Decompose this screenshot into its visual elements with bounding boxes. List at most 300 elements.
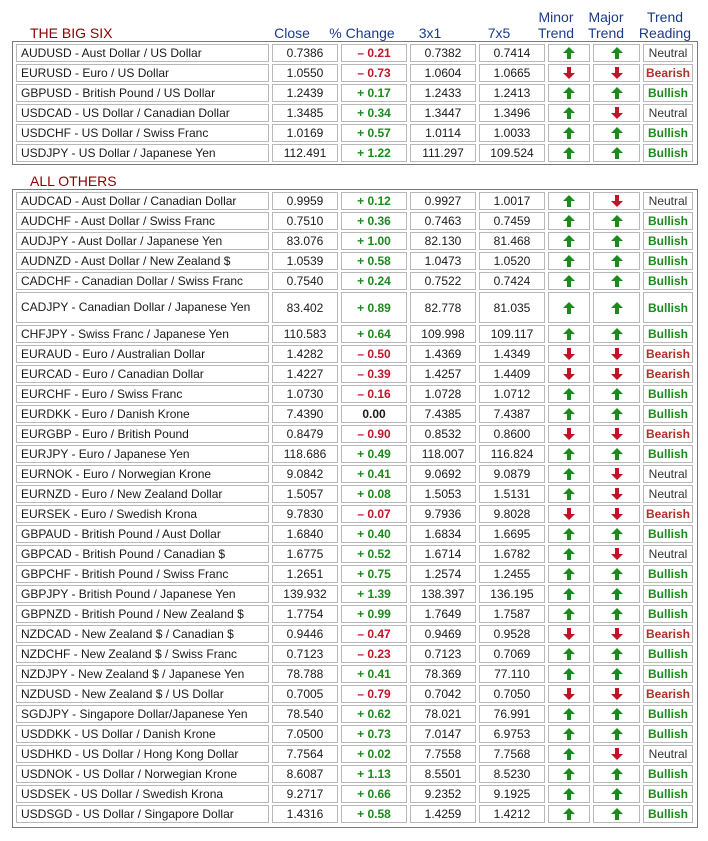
major-trend-down-arrow-icon [593, 425, 640, 443]
trend-reading: Neutral [643, 545, 693, 563]
major-trend-up-arrow-icon [593, 44, 640, 62]
table-row [13, 83, 697, 103]
value-3x1: 0.9927 [410, 192, 476, 210]
percent-change: + 0.99 [341, 605, 407, 623]
major-trend-down-arrow-icon [593, 545, 640, 563]
value-3x1: 82.130 [410, 232, 476, 250]
value-7x5: 0.7424 [479, 272, 545, 290]
table-row [13, 724, 697, 744]
percent-change: + 0.49 [341, 445, 407, 463]
major-trend-down-arrow-icon [593, 685, 640, 703]
trend-reading: Bullish [643, 325, 693, 343]
table-row [13, 344, 697, 364]
table-row [13, 404, 697, 424]
pair-name: CADJPY - Canadian Dollar / Japanese Yen [16, 292, 269, 323]
percent-change: + 0.52 [341, 545, 407, 563]
pair-name: GBPCHF - British Pound / Swiss Franc [16, 565, 269, 583]
pair-name: USDHKD - US Dollar / Hong Kong Dollar [16, 745, 269, 763]
value-3x1: 78.021 [410, 705, 476, 723]
minor-trend-up-arrow-icon [548, 445, 590, 463]
table-row [13, 664, 697, 684]
table-row [13, 251, 697, 271]
close-value: 1.2651 [272, 565, 338, 583]
minor-trend-up-arrow-icon [548, 405, 590, 423]
major-trend-down-arrow-icon [593, 465, 640, 483]
percent-change: + 1.39 [341, 585, 407, 603]
trend-reading: Bearish [643, 425, 693, 443]
table-row [13, 103, 697, 123]
trend-reading: Neutral [643, 192, 693, 210]
pair-name: GBPCAD - British Pound / Canadian $ [16, 545, 269, 563]
minor-trend-up-arrow-icon [548, 192, 590, 210]
value-3x1: 111.297 [410, 144, 476, 162]
value-3x1: 1.2574 [410, 565, 476, 583]
value-3x1: 1.2433 [410, 84, 476, 102]
value-3x1: 1.4259 [410, 805, 476, 823]
close-value: 1.0550 [272, 64, 338, 82]
pair-name: AUDCHF - Aust Dollar / Swiss Franc [16, 212, 269, 230]
trend-reading: Bullish [643, 565, 693, 583]
major-trend-up-arrow-icon [593, 525, 640, 543]
pair-name: CADCHF - Canadian Dollar / Swiss Franc [16, 272, 269, 290]
minor-trend-up-arrow-icon [548, 325, 590, 343]
trend-reading: Bullish [643, 605, 693, 623]
value-3x1: 7.4385 [410, 405, 476, 423]
pair-name: EURDKK - Euro / Danish Krone [16, 405, 269, 423]
close-value: 1.6775 [272, 545, 338, 563]
minor-trend-up-arrow-icon [548, 84, 590, 102]
header-change: % Change [329, 25, 395, 41]
percent-change: + 0.34 [341, 104, 407, 122]
pair-name: USDCAD - US Dollar / Canadian Dollar [16, 104, 269, 122]
trend-reading: Neutral [643, 745, 693, 763]
minor-trend-down-arrow-icon [548, 625, 590, 643]
value-7x5: 1.2455 [479, 565, 545, 583]
table-row [13, 764, 697, 784]
close-value: 0.7005 [272, 685, 338, 703]
percent-change: – 0.23 [341, 645, 407, 663]
value-7x5: 0.8600 [479, 425, 545, 443]
trend-reading: Bullish [643, 665, 693, 683]
trend-reading: Bullish [643, 805, 693, 823]
value-3x1: 118.007 [410, 445, 476, 463]
value-7x5: 0.7459 [479, 212, 545, 230]
major-trend-up-arrow-icon [593, 292, 640, 323]
table-row [13, 211, 697, 231]
table-row [13, 604, 697, 624]
value-7x5: 8.5230 [479, 765, 545, 783]
trend-reading: Neutral [643, 44, 693, 62]
major-trend-up-arrow-icon [593, 725, 640, 743]
percent-change: – 0.21 [341, 44, 407, 62]
trend-reading: Bullish [643, 144, 693, 162]
table-row [13, 524, 697, 544]
value-7x5: 1.0712 [479, 385, 545, 403]
percent-change: – 0.79 [341, 685, 407, 703]
trend-reading: Bullish [643, 252, 693, 270]
minor-trend-up-arrow-icon [548, 292, 590, 323]
header-7x5: 7x5 [487, 25, 511, 41]
minor-trend-up-arrow-icon [548, 665, 590, 683]
value-7x5: 77.110 [479, 665, 545, 683]
trend-reading: Bullish [643, 84, 693, 102]
trend-reading: Bullish [643, 785, 693, 803]
close-value: 0.9446 [272, 625, 338, 643]
pair-name: EURJPY - Euro / Japanese Yen [16, 445, 269, 463]
close-value: 78.540 [272, 705, 338, 723]
pair-name: AUDNZD - Aust Dollar / New Zealand $ [16, 252, 269, 270]
close-value: 9.0842 [272, 465, 338, 483]
close-value: 1.4227 [272, 365, 338, 383]
value-7x5: 1.0520 [479, 252, 545, 270]
close-value: 1.0730 [272, 385, 338, 403]
pair-name: NZDUSD - New Zealand $ / US Dollar [16, 685, 269, 703]
value-7x5: 81.468 [479, 232, 545, 250]
table-row [13, 504, 697, 524]
header-minor-trend: Minor Trend [537, 9, 575, 41]
value-7x5: 6.9753 [479, 725, 545, 743]
major-trend-up-arrow-icon [593, 252, 640, 270]
minor-trend-up-arrow-icon [548, 805, 590, 823]
major-trend-up-arrow-icon [593, 232, 640, 250]
minor-trend-up-arrow-icon [548, 645, 590, 663]
table-row [13, 123, 697, 143]
value-3x1: 9.0692 [410, 465, 476, 483]
close-value: 83.076 [272, 232, 338, 250]
percent-change: – 0.07 [341, 505, 407, 523]
pair-name: EURUSD - Euro / US Dollar [16, 64, 269, 82]
pair-name: USDNOK - US Dollar / Norwegian Krone [16, 765, 269, 783]
pair-name: NZDJPY - New Zealand $ / Japanese Yen [16, 665, 269, 683]
minor-trend-up-arrow-icon [548, 605, 590, 623]
trend-reading: Neutral [643, 465, 693, 483]
trend-reading: Bullish [643, 272, 693, 290]
close-value: 1.2439 [272, 84, 338, 102]
value-7x5: 7.4387 [479, 405, 545, 423]
value-3x1: 7.7558 [410, 745, 476, 763]
pair-name: AUDUSD - Aust Dollar / US Dollar [16, 44, 269, 62]
percent-change: + 0.12 [341, 192, 407, 210]
value-3x1: 1.5053 [410, 485, 476, 503]
percent-change: + 0.89 [341, 292, 407, 323]
percent-change: + 0.02 [341, 745, 407, 763]
header-3x1: 3x1 [418, 25, 442, 41]
percent-change: – 0.39 [341, 365, 407, 383]
major-trend-up-arrow-icon [593, 645, 640, 663]
major-trend-down-arrow-icon [593, 745, 640, 763]
header-major-trend: Major Trend [587, 9, 625, 41]
table-row [13, 464, 697, 484]
pair-name: GBPNZD - British Pound / New Zealand $ [16, 605, 269, 623]
value-7x5: 0.7050 [479, 685, 545, 703]
major-trend-down-arrow-icon [593, 64, 640, 82]
close-value: 0.9959 [272, 192, 338, 210]
value-7x5: 1.6695 [479, 525, 545, 543]
value-3x1: 0.9469 [410, 625, 476, 643]
minor-trend-up-arrow-icon [548, 385, 590, 403]
close-value: 0.7123 [272, 645, 338, 663]
table-row [13, 143, 697, 163]
value-3x1: 0.7463 [410, 212, 476, 230]
value-7x5: 0.7414 [479, 44, 545, 62]
major-trend-down-arrow-icon [593, 365, 640, 383]
table-row [13, 43, 697, 63]
table-row [13, 804, 697, 824]
major-trend-up-arrow-icon [593, 405, 640, 423]
trend-reading: Bullish [643, 765, 693, 783]
percent-change: + 0.36 [341, 212, 407, 230]
percent-change: + 0.24 [341, 272, 407, 290]
percent-change: – 0.90 [341, 425, 407, 443]
minor-trend-up-arrow-icon [548, 144, 590, 162]
major-trend-down-arrow-icon [593, 192, 640, 210]
pair-name: GBPAUD - British Pound / Aust Dollar [16, 525, 269, 543]
close-value: 0.7540 [272, 272, 338, 290]
close-value: 0.8479 [272, 425, 338, 443]
close-value: 112.491 [272, 144, 338, 162]
pair-name: CHFJPY - Swiss Franc / Japanese Yen [16, 325, 269, 343]
percent-change: – 0.16 [341, 385, 407, 403]
value-7x5: 1.2413 [479, 84, 545, 102]
value-3x1: 1.0114 [410, 124, 476, 142]
major-trend-up-arrow-icon [593, 605, 640, 623]
value-3x1: 1.0473 [410, 252, 476, 270]
close-value: 0.7386 [272, 44, 338, 62]
pair-name: AUDJPY - Aust Dollar / Japanese Yen [16, 232, 269, 250]
value-3x1: 7.0147 [410, 725, 476, 743]
value-3x1: 1.7649 [410, 605, 476, 623]
table-row [13, 63, 697, 83]
major-trend-up-arrow-icon [593, 805, 640, 823]
pair-name: USDJPY - US Dollar / Japanese Yen [16, 144, 269, 162]
table-row [13, 744, 697, 764]
trend-reading: Bullish [643, 405, 693, 423]
value-3x1: 8.5501 [410, 765, 476, 783]
major-trend-up-arrow-icon [593, 565, 640, 583]
value-7x5: 7.7568 [479, 745, 545, 763]
close-value: 8.6087 [272, 765, 338, 783]
percent-change: – 0.50 [341, 345, 407, 363]
percent-change: – 0.73 [341, 64, 407, 82]
minor-trend-down-arrow-icon [548, 345, 590, 363]
percent-change: + 0.58 [341, 252, 407, 270]
value-7x5: 109.524 [479, 144, 545, 162]
major-trend-down-arrow-icon [593, 505, 640, 523]
pair-name: NZDCHF - New Zealand $ / Swiss Franc [16, 645, 269, 663]
percent-change: + 0.75 [341, 565, 407, 583]
value-3x1: 1.6834 [410, 525, 476, 543]
value-7x5: 1.4212 [479, 805, 545, 823]
percent-change: + 1.13 [341, 765, 407, 783]
pair-name: EURAUD - Euro / Australian Dollar [16, 345, 269, 363]
minor-trend-up-arrow-icon [548, 124, 590, 142]
value-7x5: 1.3496 [479, 104, 545, 122]
minor-trend-down-arrow-icon [548, 64, 590, 82]
minor-trend-up-arrow-icon [548, 465, 590, 483]
value-7x5: 76.991 [479, 705, 545, 723]
trend-reading: Neutral [643, 104, 693, 122]
percent-change: + 0.41 [341, 665, 407, 683]
pair-name: EURGBP - Euro / British Pound [16, 425, 269, 443]
pair-name: GBPJPY - British Pound / Japanese Yen [16, 585, 269, 603]
percent-change: + 0.58 [341, 805, 407, 823]
all-others-table [12, 189, 698, 828]
close-value: 1.7754 [272, 605, 338, 623]
table-row [13, 704, 697, 724]
major-trend-up-arrow-icon [593, 385, 640, 403]
pair-name: NZDCAD - New Zealand $ / Canadian $ [16, 625, 269, 643]
value-3x1: 78.369 [410, 665, 476, 683]
table-row [13, 191, 697, 211]
close-value: 1.3485 [272, 104, 338, 122]
minor-trend-down-arrow-icon [548, 685, 590, 703]
table-row [13, 384, 697, 404]
value-7x5: 1.7587 [479, 605, 545, 623]
value-3x1: 0.7382 [410, 44, 476, 62]
pair-name: EURCHF - Euro / Swiss Franc [16, 385, 269, 403]
table-row [13, 564, 697, 584]
value-7x5: 1.4349 [479, 345, 545, 363]
table-row [13, 684, 697, 704]
value-7x5: 136.195 [479, 585, 545, 603]
trend-reading: Bearish [643, 365, 693, 383]
trend-reading: Bearish [643, 345, 693, 363]
table-row [13, 624, 697, 644]
value-7x5: 1.0665 [479, 64, 545, 82]
value-3x1: 0.7522 [410, 272, 476, 290]
minor-trend-up-arrow-icon [548, 745, 590, 763]
trend-reading: Bearish [643, 625, 693, 643]
value-7x5: 81.035 [479, 292, 545, 323]
value-3x1: 0.7123 [410, 645, 476, 663]
value-3x1: 0.8532 [410, 425, 476, 443]
close-value: 7.4390 [272, 405, 338, 423]
percent-change: + 0.57 [341, 124, 407, 142]
pair-name: EURCAD - Euro / Canadian Dollar [16, 365, 269, 383]
close-value: 139.932 [272, 585, 338, 603]
percent-change: + 1.22 [341, 144, 407, 162]
value-3x1: 138.397 [410, 585, 476, 603]
value-3x1: 109.998 [410, 325, 476, 343]
trend-reading: Bullish [643, 232, 693, 250]
close-value: 0.7510 [272, 212, 338, 230]
minor-trend-up-arrow-icon [548, 525, 590, 543]
value-7x5: 109.117 [479, 325, 545, 343]
table-row [13, 584, 697, 604]
close-value: 78.788 [272, 665, 338, 683]
close-value: 7.0500 [272, 725, 338, 743]
trend-reading: Bullish [643, 645, 693, 663]
value-3x1: 9.7936 [410, 505, 476, 523]
percent-change: + 1.00 [341, 232, 407, 250]
major-trend-up-arrow-icon [593, 144, 640, 162]
minor-trend-up-arrow-icon [548, 44, 590, 62]
percent-change: + 0.64 [341, 325, 407, 343]
table-row [13, 364, 697, 384]
minor-trend-up-arrow-icon [548, 705, 590, 723]
major-trend-up-arrow-icon [593, 665, 640, 683]
value-7x5: 0.7069 [479, 645, 545, 663]
minor-trend-up-arrow-icon [548, 232, 590, 250]
trend-reading: Bearish [643, 505, 693, 523]
trend-reading: Bullish [643, 124, 693, 142]
pair-name: EURSEK - Euro / Swedish Krona [16, 505, 269, 523]
minor-trend-down-arrow-icon [548, 365, 590, 383]
value-7x5: 116.824 [479, 445, 545, 463]
major-trend-up-arrow-icon [593, 212, 640, 230]
trend-reading: Bullish [643, 705, 693, 723]
value-7x5: 9.8028 [479, 505, 545, 523]
value-3x1: 1.4257 [410, 365, 476, 383]
trend-reading: Neutral [643, 485, 693, 503]
major-trend-up-arrow-icon [593, 272, 640, 290]
minor-trend-up-arrow-icon [548, 545, 590, 563]
minor-trend-up-arrow-icon [548, 585, 590, 603]
minor-trend-up-arrow-icon [548, 565, 590, 583]
header-close: Close [274, 25, 310, 41]
trend-reading: Bearish [643, 685, 693, 703]
table-row [13, 784, 697, 804]
minor-trend-down-arrow-icon [548, 505, 590, 523]
pair-name: USDCHF - US Dollar / Swiss Franc [16, 124, 269, 142]
value-7x5: 1.4409 [479, 365, 545, 383]
table-row [13, 324, 697, 344]
close-value: 1.4282 [272, 345, 338, 363]
value-7x5: 1.0033 [479, 124, 545, 142]
percent-change: + 0.08 [341, 485, 407, 503]
table-row [13, 544, 697, 564]
value-7x5: 1.6782 [479, 545, 545, 563]
value-7x5: 9.1925 [479, 785, 545, 803]
percent-change: + 0.62 [341, 705, 407, 723]
pair-name: EURNZD - Euro / New Zealand Dollar [16, 485, 269, 503]
percent-change: + 0.17 [341, 84, 407, 102]
table-row [13, 424, 697, 444]
value-7x5: 1.0017 [479, 192, 545, 210]
trend-reading: Bullish [643, 212, 693, 230]
minor-trend-up-arrow-icon [548, 212, 590, 230]
minor-trend-up-arrow-icon [548, 765, 590, 783]
major-trend-up-arrow-icon [593, 585, 640, 603]
percent-change: + 0.66 [341, 785, 407, 803]
value-3x1: 1.0728 [410, 385, 476, 403]
table-row [13, 231, 697, 251]
close-value: 1.4316 [272, 805, 338, 823]
pair-name: EURNOK - Euro / Norwegian Krone [16, 465, 269, 483]
pair-name: USDSGD - US Dollar / Singapore Dollar [16, 805, 269, 823]
close-value: 1.0169 [272, 124, 338, 142]
major-trend-down-arrow-icon [593, 345, 640, 363]
close-value: 118.686 [272, 445, 338, 463]
minor-trend-up-arrow-icon [548, 252, 590, 270]
header-trend-reading: Trend Reading [638, 9, 692, 41]
table-row [13, 644, 697, 664]
percent-change: + 0.73 [341, 725, 407, 743]
percent-change: – 0.47 [341, 625, 407, 643]
trend-reading: Bullish [643, 525, 693, 543]
trend-reading: Bullish [643, 585, 693, 603]
close-value: 7.7564 [272, 745, 338, 763]
value-3x1: 1.0604 [410, 64, 476, 82]
trend-reading: Bearish [643, 64, 693, 82]
close-value: 9.7830 [272, 505, 338, 523]
major-trend-down-arrow-icon [593, 485, 640, 503]
major-trend-up-arrow-icon [593, 785, 640, 803]
value-7x5: 0.9528 [479, 625, 545, 643]
table-row [13, 271, 697, 291]
section-title-all-others: ALL OTHERS [30, 173, 117, 189]
table-row [13, 291, 697, 324]
